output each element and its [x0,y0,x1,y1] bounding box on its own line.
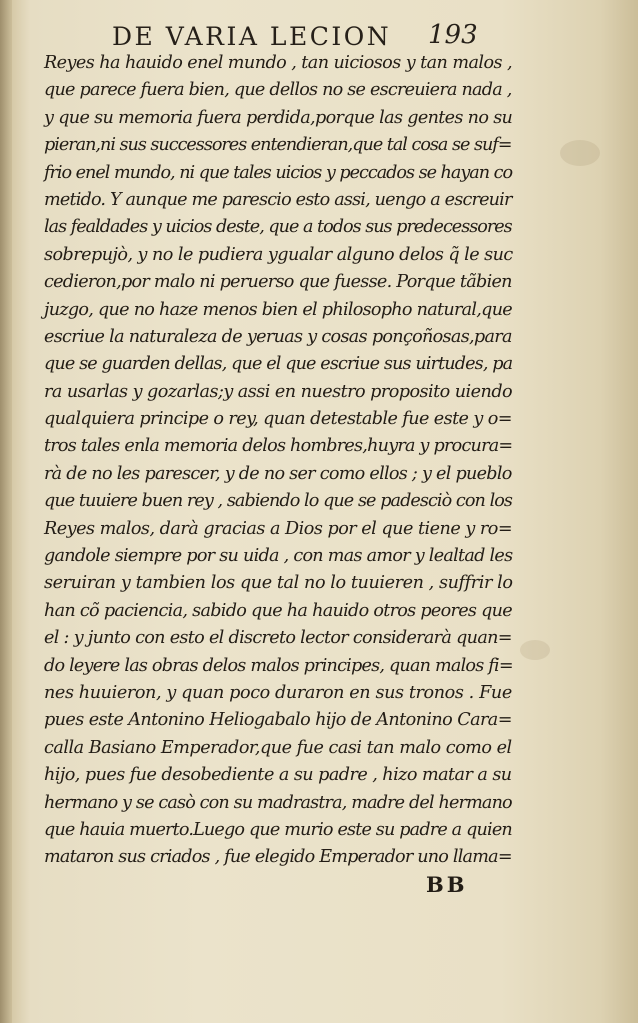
text-line: que parece fuera bien, que dellos no se escreuiera nada , [44,80,512,101]
text-line: calla Basiano Emperador,que fue casi tan malo como el [44,737,512,758]
text-line: tros tales enla memoria delos hombres,huyra y procura= [44,436,513,457]
body-text [44,50,514,872]
text-line: mataron sus criados , fue elegido Emperador uno llama= [44,847,512,868]
text-line: metido. Y aunque me parescio esto assi, uengo a escreuir [44,189,512,210]
text-line: rà de no les parescer, y de no ser como ellos ; y el pueblo [44,463,512,484]
text-line: do leyere las obras delos malos principes, quan malos fi= [44,655,513,676]
text-line: escriue la naturaleza de yeruas y cosas ponçoñosas,para [44,326,512,347]
text-line: gandole siempre por su uida , con mas amor y lealtad les [44,546,513,567]
text-line: cedieron,por malo ni peruerso que fuesse. Porque tãbien [44,272,512,293]
text-line: pieran,ni sus successores entendieran,que tal cosa se suf= [44,135,512,156]
text-line: juzgo, que no haze menos bien el philosopho natural,que [44,299,512,320]
text-line: nes huuieron, y quan poco duraron en sus tronos . Fue [44,682,512,703]
text-line: sobrepujò, y no le pudiera ygualar alguno delos q̃ le suc [44,244,513,265]
page-gutter [0,0,12,1023]
paper-stain [560,140,600,166]
text-line: que hauia muerto.Luego que murio este su padre a quien [44,819,512,840]
text-line: que tuuiere buen rey , sabiendo lo que se padesciò con los [44,491,513,512]
text-line: hijo, pues fue desobediente a su padre , hizo matar a su [44,765,512,786]
text-line: pues este Antonino Heliogabalo hijo de Antonino Cara= [44,710,512,731]
text-line: seruiran y tambien los que tal no lo tuuieren , suffrir lo [44,573,513,594]
signature-mark: BB [426,872,468,897]
text-line: las fealdades y uicios deste, que a todos sus predecessores [44,217,512,238]
text-line: frio enel mundo, ni que tales uicios y peccados se hayan co [44,162,513,183]
running-head: DE VARIA LECION [112,22,392,51]
text-line: qualquiera principe o rey, quan detestable fue este y o= [44,409,512,430]
text-line: ra usarlas y gozarlas;y assi en nuestro proposito uiendo [44,381,513,402]
page-number: 193 [428,20,478,50]
text-line: han cõ paciencia, sabido que ha hauido otros peores que [44,600,513,621]
text-line: el : y junto con esto el discreto lector considerarà quan= [44,628,512,649]
text-line: hermano y se casò con su madrastra, madre del hermano [44,792,512,813]
paper-stain [520,640,550,660]
text-line: y que su memoria fuera perdida,porque las gentes no su [44,107,513,128]
text-line: Reyes ha hauido enel mundo , tan uiciosos y tan malos , [44,53,512,73]
text-line: Reyes malos, darà gracias a Dios por el que tiene y ro= [44,518,513,539]
text-line: que se guarden dellas, que el que escriue sus uirtudes, pa [44,354,513,375]
